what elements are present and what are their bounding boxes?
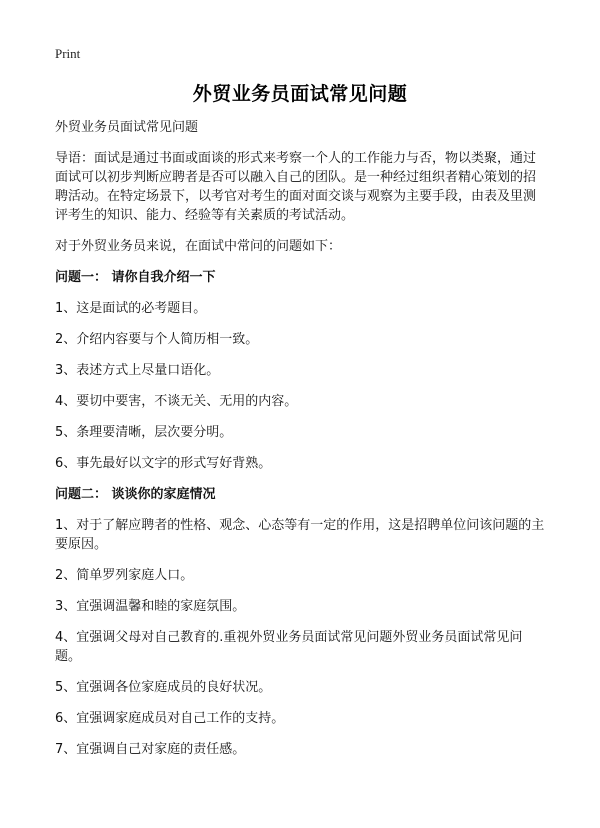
list-item: 4、宜强调父母对自己教育的.重视外贸业务员面试常见问题外贸业务员面试常见问题。 xyxy=(55,630,523,664)
lead-paragraph: 对于外贸业务员来说，在面试中常问的问题如下： xyxy=(55,239,342,254)
list-item: 3、宜强调温馨和睦的家庭氛围。 xyxy=(55,599,246,614)
page-title: 外贸业务员面试常见问题 xyxy=(192,83,408,105)
list-item: 2、介绍内容要与个人简历相一致。 xyxy=(55,332,259,347)
list-item: 5、条理要清晰，层次要分明。 xyxy=(55,425,233,440)
subtitle: 外贸业务员面试常见问题 xyxy=(55,120,199,135)
question-1-heading: 问题一： 请你自我介绍一下 xyxy=(55,270,216,285)
list-item: 1、这是面试的必考题目。 xyxy=(55,301,207,316)
list-item: 1、对于了解应聘者的性格、观念、心态等有一定的作用，这是招聘单位问该问题的主要原因。 xyxy=(55,518,545,552)
list-item: 6、事先最好以文字的形式写好背熟。 xyxy=(55,456,272,471)
list-item: 7、宜强调自己对家庭的责任感。 xyxy=(55,742,246,757)
question-2-heading: 问题二： 谈谈你的家庭情况 xyxy=(55,487,216,502)
list-item: 5、宜强调各位家庭成员的良好状况。 xyxy=(55,680,272,695)
print-label: Print xyxy=(55,46,81,61)
list-item: 2、简单罗列家庭人口。 xyxy=(55,568,194,583)
intro-paragraph: 导语：面试是通过书面或面谈的形式来考察一个人的工作能力与否，物以类聚，通过面试可以初步判断应聘者是否可以融入自己的团队。是一种经过组织者精心策划的招聘活动。在特定场景下，以考官对考生的面对面交谈与观察为主要手段，由表及里测评考生的知识、能力、经验等有关素质的考试活动。 xyxy=(55,151,537,223)
list-item: 3、表述方式上尽量口语化。 xyxy=(55,363,220,378)
document-body xyxy=(55,118,547,771)
list-item: 4、要切中要害，不谈无关、无用的内容。 xyxy=(55,394,298,409)
list-item: 6、宜强调家庭成员对自己工作的支持。 xyxy=(55,711,285,726)
